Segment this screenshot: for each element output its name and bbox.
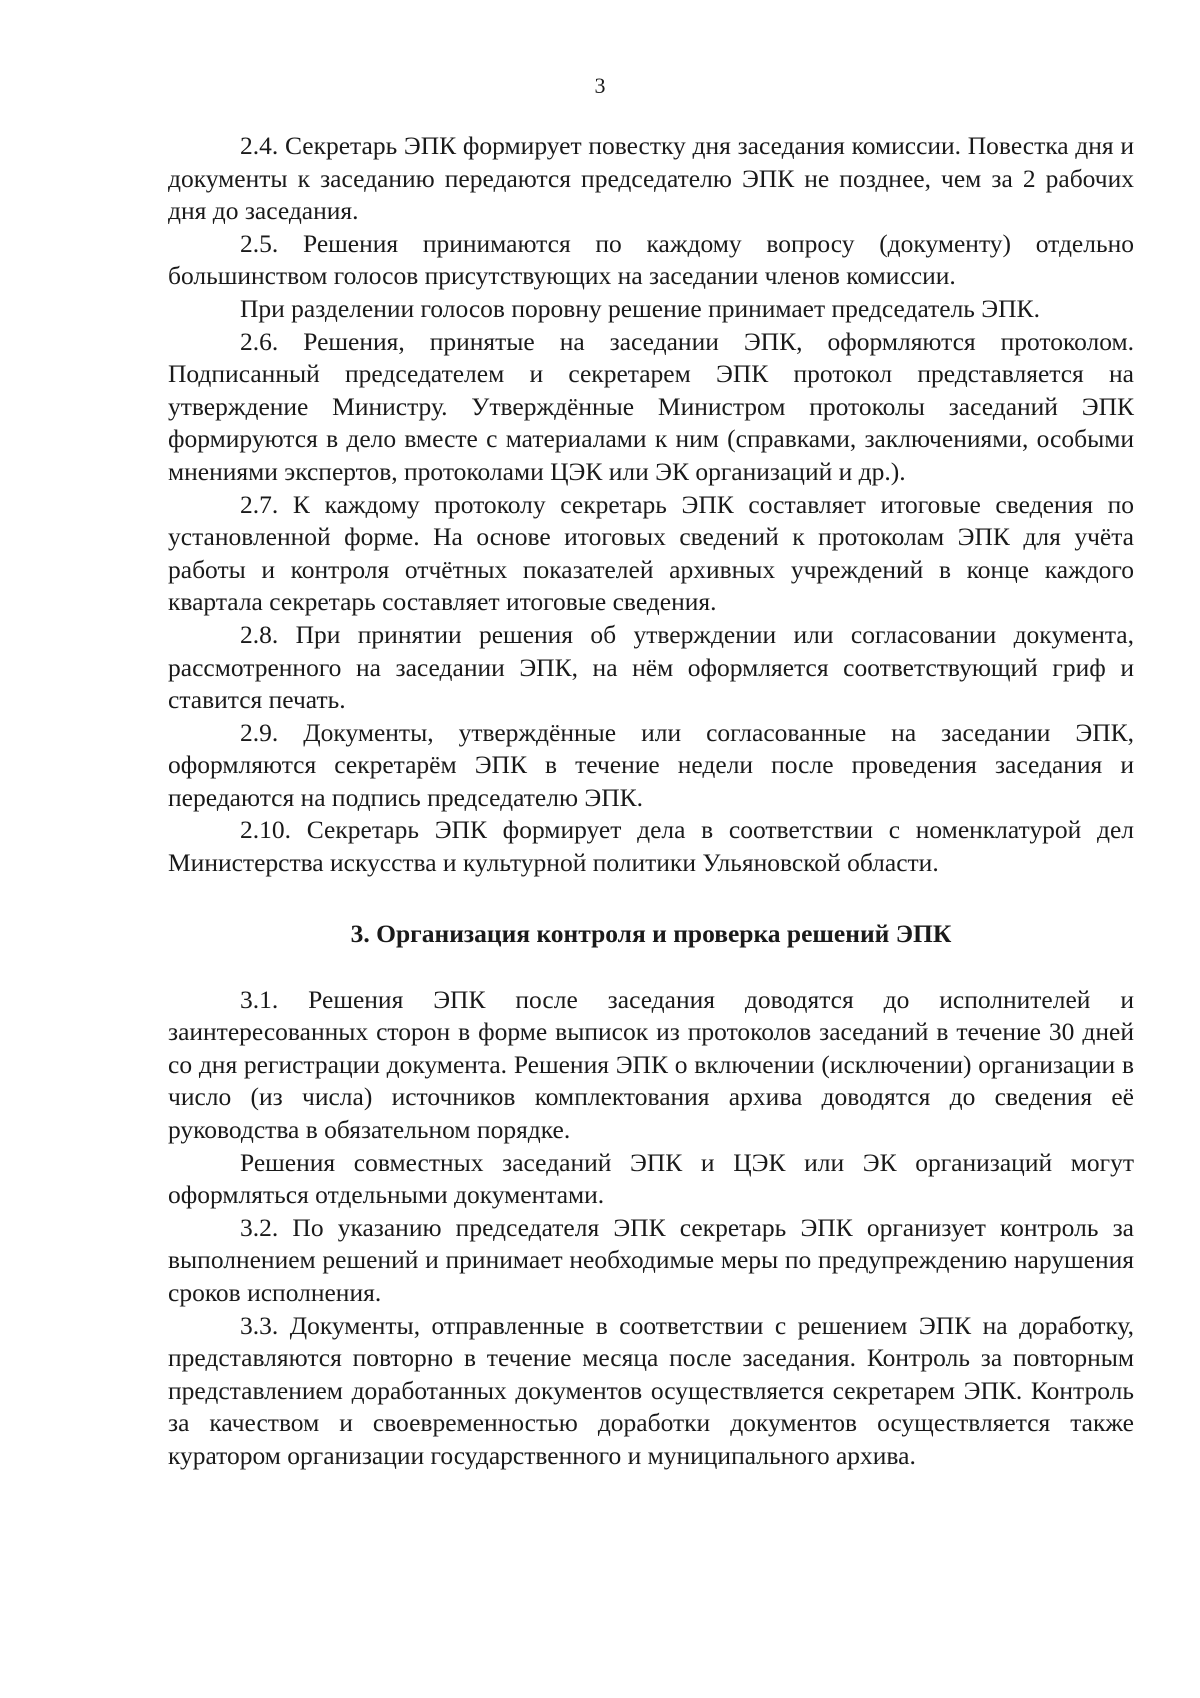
section-3-heading: 3. Организация контроля и проверка решений ЭПК [350,918,952,948]
document-body [168,130,1134,1473]
paragraph-3-2: 3.2. По указанию председателя ЭПК секретарь ЭПК организует контроль за выполнением решений и принимает необходимые меры по предупреждению нарушения сроков исполнения. [168,1212,1134,1307]
paragraph-3-1-joint-meetings: Решения совместных заседаний ЭПК и ЦЭК или ЭК организаций могут оформляться отдельными документами. [168,1147,1134,1210]
paragraph-3-3: 3.3. Документы, отправленные в соответствии с решением ЭПК на доработку, представляются повторно в течение месяца после заседания. Контроль за повторным представлением доработанных документов осуществляется секретарем ЭПК. Контроль за качеством и своевременностью доработки документов осуществляется также куратором организации государственного и муниципального архива. [168,1310,1134,1470]
paragraph-2-7: 2.7. К каждому протоколу секретарь ЭПК составляет итоговые сведения по установленной форме. На основе итоговых сведений к протоколам ЭПК для учёта работы и контроля отчётных показателей архивных учреждений в конце каждого квартала секретарь составляет итоговые сведения. [168,489,1134,617]
paragraph-2-9: 2.9. Документы, утверждённые или согласованные на заседании ЭПК, оформляются секретарём ЭПК в течение недели после проведения заседания и передаются на подпись председателю ЭПК. [168,717,1134,812]
paragraph-2-5: 2.5. Решения принимаются по каждому вопросу (документу) отдельно большинством голосов присутствующих на заседании членов комиссии. [168,228,1134,291]
paragraph-2-8: 2.8. При принятии решения об утверждении или согласовании документа, рассмотренного на заседании ЭПК, на нём оформляется соответствующий гриф и ставится печать. [168,619,1134,715]
paragraph-2-10: 2.10. Секретарь ЭПК формирует дела в соответствии с номенклатурой дел Министерства искусства и культурной политики Ульяновской области. [168,815,1134,878]
paragraph-3-1: 3.1. Решения ЭПК после заседания доводятся до исполнителей и заинтересованных сторон в форме выписок из протоколов заседаний в течение 30 дней со дня регистрации документа. Решения ЭПК о включении (исключении) организации в число (из числа) источников комплектования архива доводятся до сведения её руководства в обязательном порядке. [168,984,1134,1145]
paragraph-2-6: 2.6. Решения, принятые на заседании ЭПК, оформляются протоколом. Подписанный председателем и секретарем ЭПК протокол представляется на утверждение Министру. Утверждённые Министром протоколы заседаний ЭПК формируются в дело вместе с материалами к ним (справками, заключениями, особыми мнениями экспертов, протоколами ЦЭК или ЭК организаций и др.). [168,326,1134,486]
paragraph-2-4: 2.4. Секретарь ЭПК формирует повестку дня заседания комиссии. Повестка дня и документы к заседанию передаются председателю ЭПК не позднее, чем за 2 рабочих дня до заседания. [168,131,1134,226]
page-number: 3 [594,73,606,98]
paragraph-2-5-tie-vote: При разделении голосов поровну решение принимает председатель ЭПК. [240,293,1040,323]
